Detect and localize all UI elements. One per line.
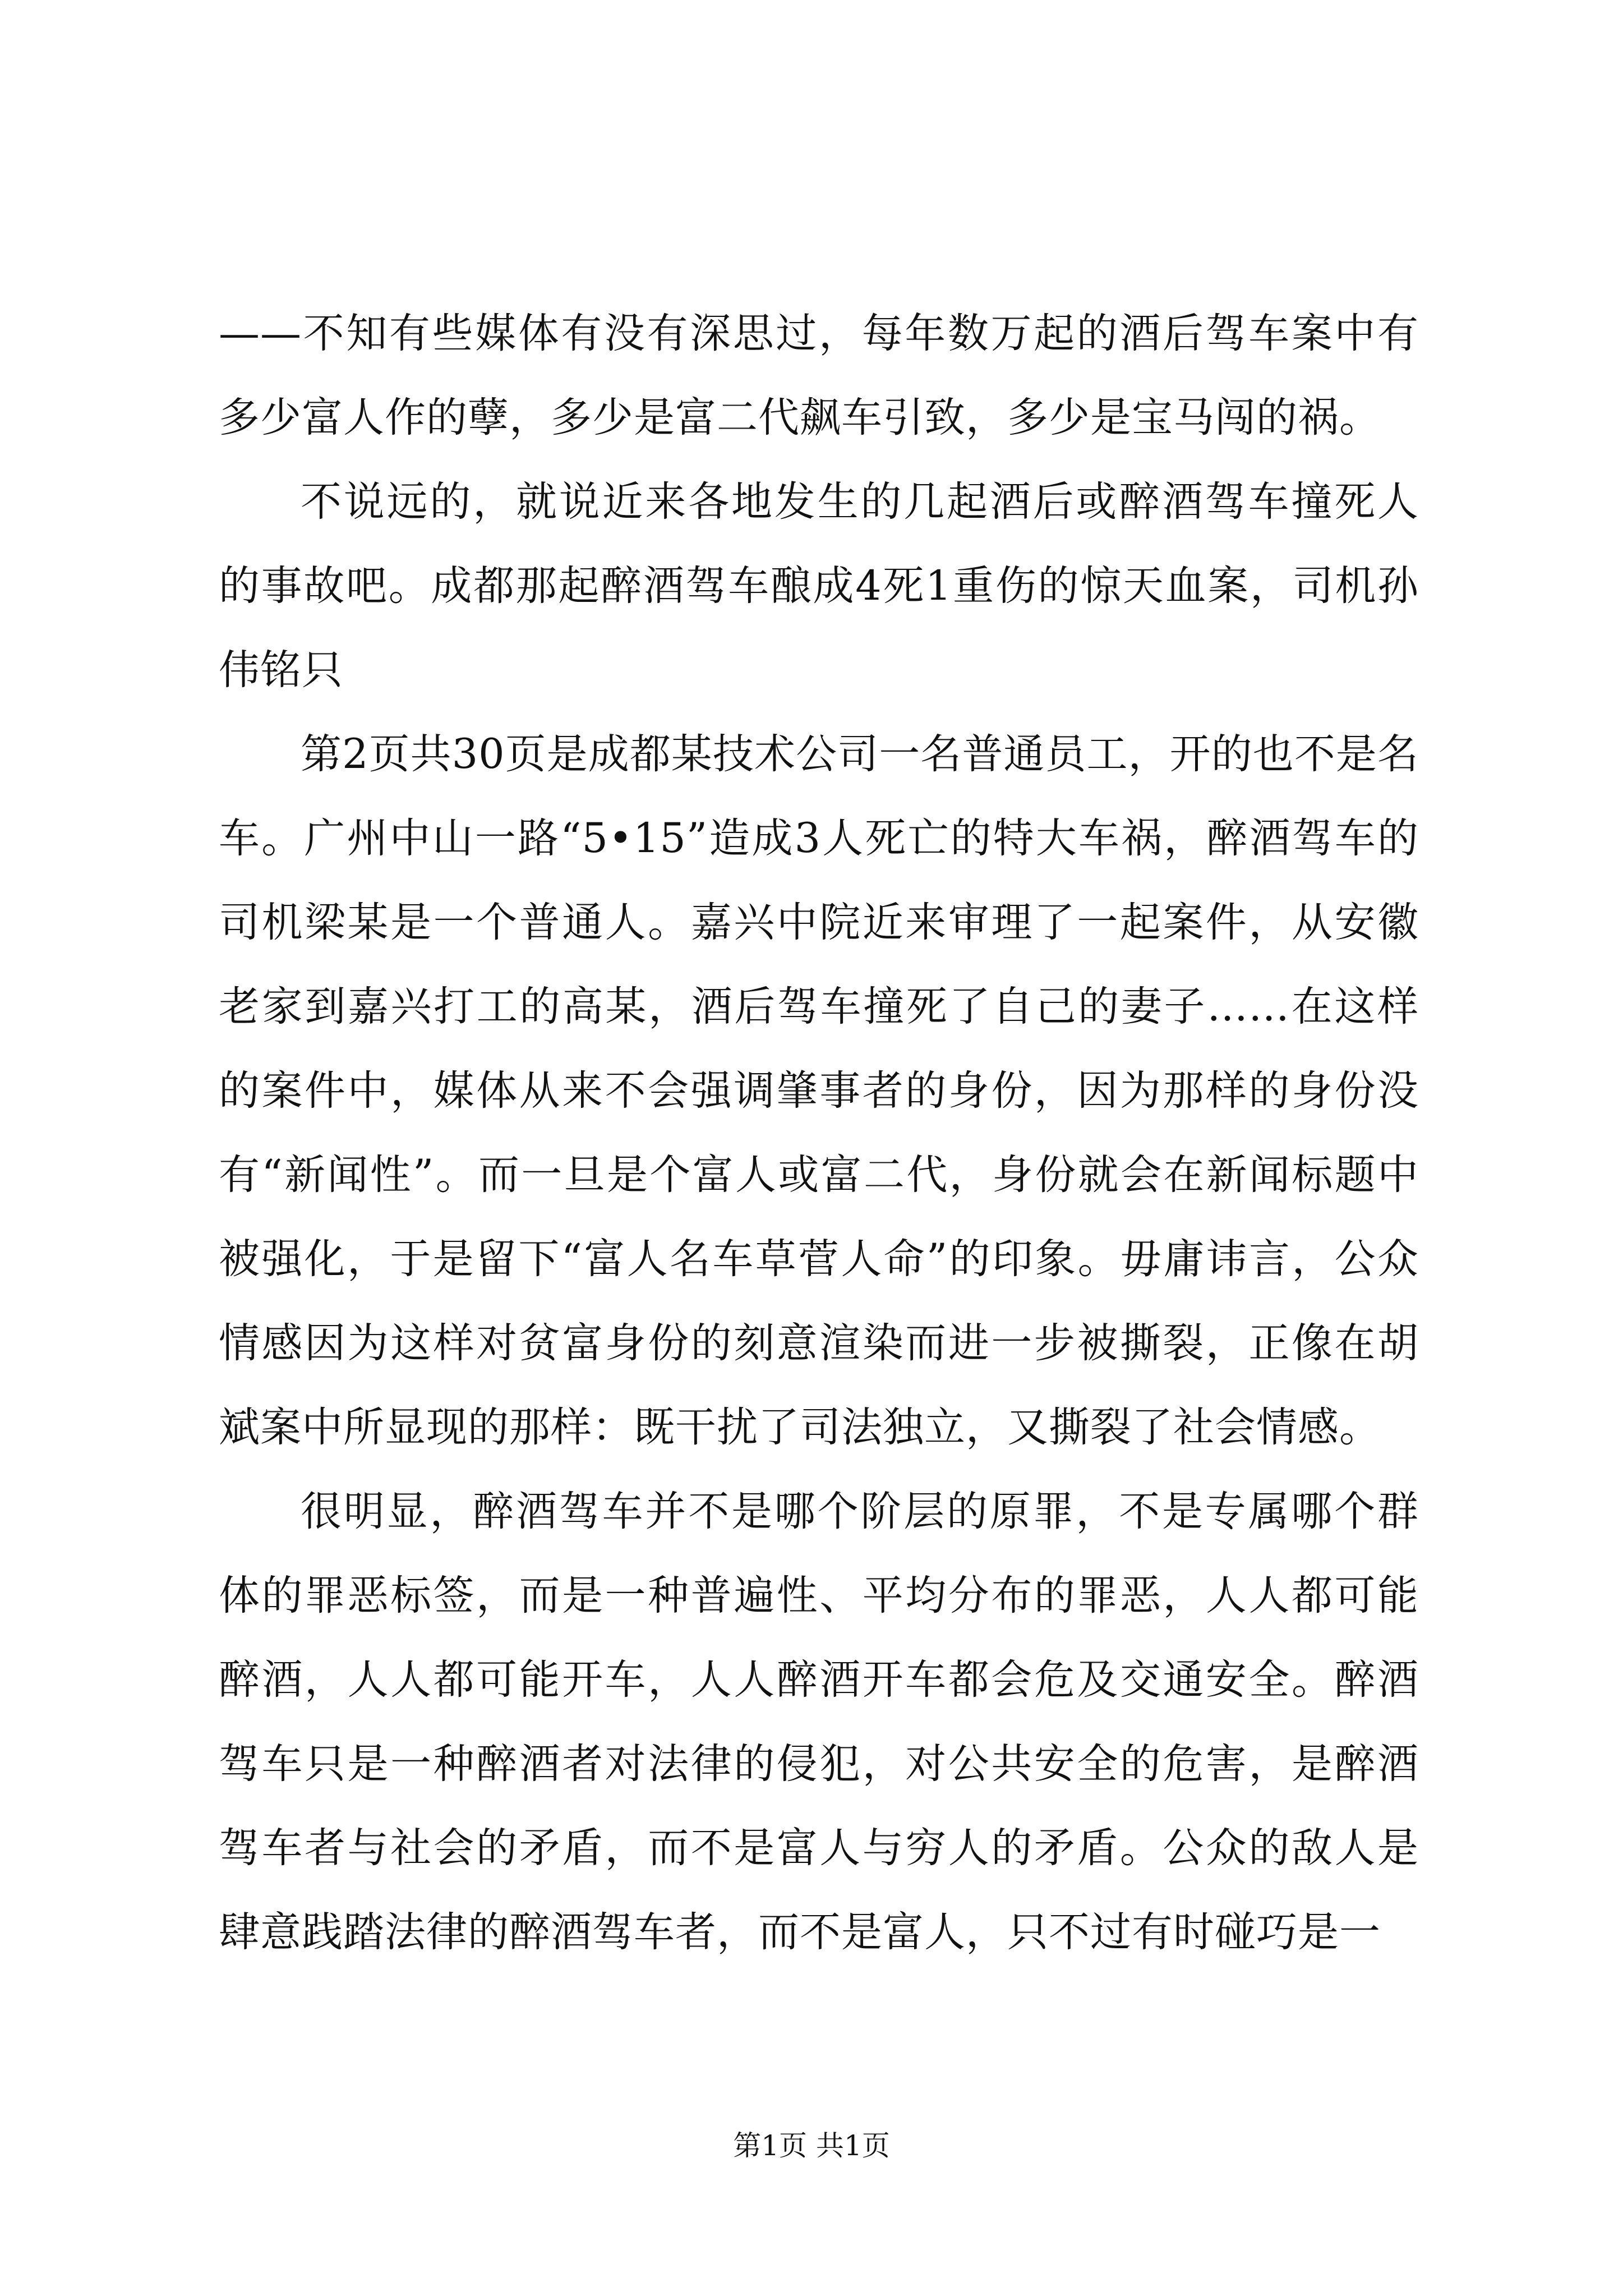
document-body [219,292,1419,1975]
paragraph-1: ——不知有些媒体有没有深思过，每年数万起的酒后驾车案中有多少富人作的孽，多少是富二代飙车引致，多少是宝马闯的祸。 [219,310,1419,441]
paragraph-4: 很明显，醉酒驾车并不是哪个阶层的原罪，不是专属哪个群体的罪恶标签，而是一种普遍性、平均分布的罪恶，人人都可能醉酒，人人都可能开车，人人醉酒开车都会危及交通安全。醉酒驾车只是一种醉酒者对法律的侵犯，对公共安全的危害，是醉酒驾车者与社会的矛盾，而不是富人与穷人的矛盾。公众的敌人是肆意践踏法律的醉酒驾车者，而不是富人，只不过有时碰巧是一 [219,1488,1419,1956]
paragraph-2: 不说远的，就说近来各地发生的几起酒后或醉酒驾车撞死人的事故吧。成都那起醉酒驾车酿成4死1重伤的惊天血案，司机孙伟铭只 [219,478,1419,694]
page-footer: 第1页 共1页 [733,2129,890,2162]
paragraph-3: 第2页共30页是成都某技术公司一名普通员工，开的也不是名车。广州中山一路“5•15”造成3人死亡的特大车祸，醉酒驾车的司机梁某是一个普通人。嘉兴中院近来审理了一起案件，从安徽老家到嘉兴打工的高某，酒后驾车撞死了自己的妻子……在这样的案件中，媒体从来不会强调肇事者的身份，因为那样的身份没有“新闻性”。而一旦是个富人或富二代，身份就会在新闻标题中被强化，于是留下“富人名车草菅人命”的印象。毋庸讳言，公众情感因为这样对贫富身份的刻意渲染而进一步被撕裂，正像在胡斌案中所显现的那样：既干扰了司法独立，又撕裂了社会情感。 [219,730,1419,1451]
